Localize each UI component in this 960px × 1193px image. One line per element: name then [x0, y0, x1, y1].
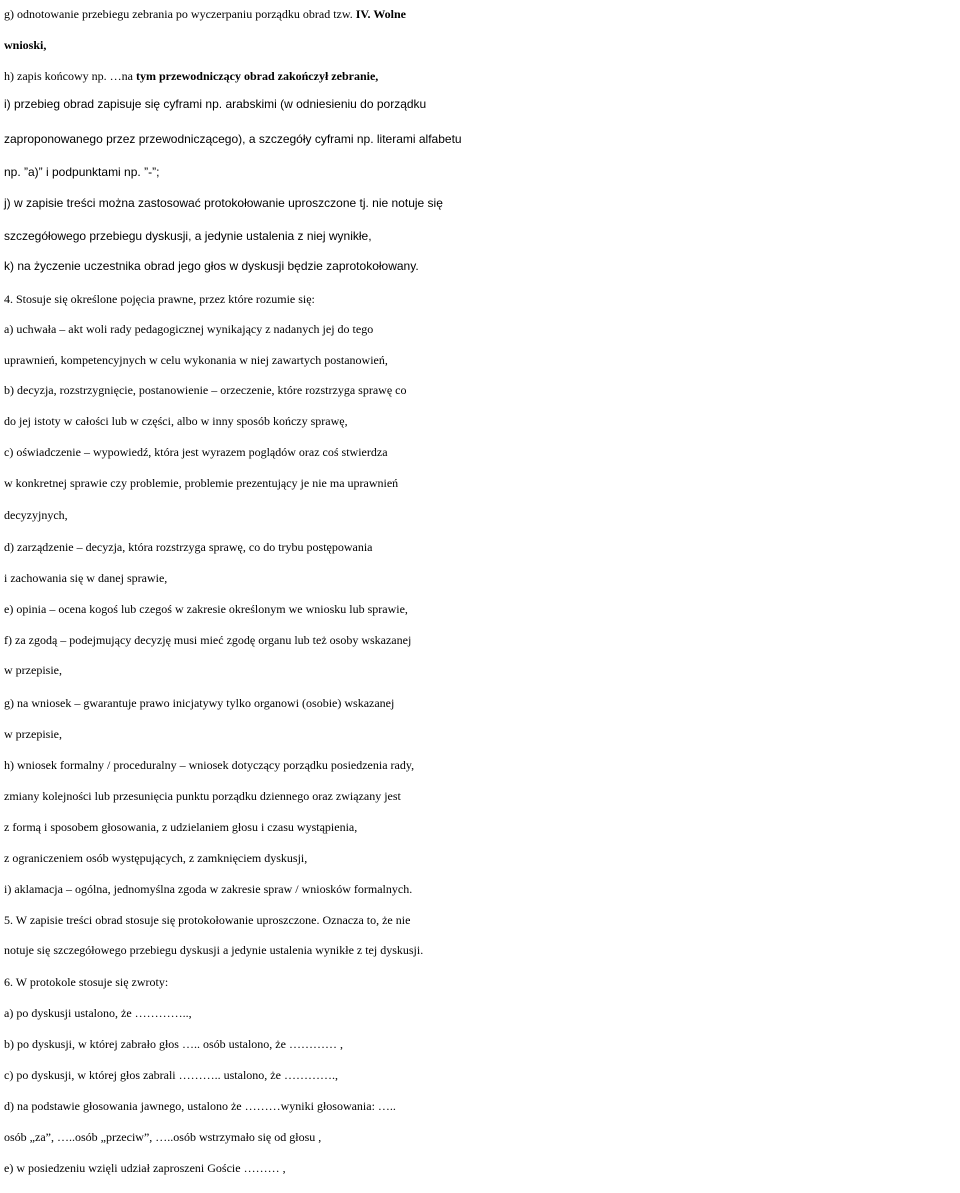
text-run: w przepisie, [4, 727, 62, 741]
text-line [4, 468, 960, 498]
text-line [4, 532, 960, 562]
text-line [4, 874, 960, 904]
text-run: b) po dyskusji, w której zabrało głos ….. osób ustalono, że ………… , [4, 1037, 343, 1051]
text-run: d) zarządzenie – decyzja, która rozstrzyga sprawę, co do trybu postępowania [4, 540, 373, 554]
text-line [4, 157, 960, 187]
bold-text-run: IV. Wolne [355, 7, 406, 21]
text-run: uprawnień, kompetencyjnych w celu wykonania w niej zawartych postanowień, [4, 353, 388, 367]
text-line [4, 284, 960, 314]
text-run: f) za zgodą – podejmujący decyzję musi mieć zgodę organu lub też osoby wskazanej [4, 633, 412, 647]
text-run: i zachowania się w danej sprawie, [4, 571, 168, 585]
text-run: 4. Stosuje się określone pojęcia prawne, przez które rozumie się: [4, 292, 315, 306]
text-line [4, 188, 960, 218]
text-run: w przepisie, [4, 663, 62, 677]
text-run: a) uchwała – akt woli rady pedagogicznej wynikający z nadanych jej do tego [4, 322, 374, 336]
text-line [4, 124, 960, 154]
text-run: c) po dyskusji, w której głos zabrali ……….. ustalono, że …………., [4, 1068, 338, 1082]
text-line [4, 406, 960, 436]
text-line [4, 61, 960, 91]
text-line [4, 563, 960, 593]
text-run: e) opinia – ocena kogoś lub czegoś w zakresie określonym we wniosku lub sprawie, [4, 602, 408, 616]
text-line [4, 1122, 960, 1152]
text-run: 5. W zapisie treści obrad stosuje się protokołowanie uproszczone. Oznacza to, że nie [4, 913, 411, 927]
text-run: i) aklamacja – ogólna, jednomyślna zgoda w zakresie spraw / wniosków formalnych. [4, 882, 413, 896]
text-run: w konkretnej sprawie czy problemie, problemie prezentujący je nie ma uprawnień [4, 476, 399, 490]
text-run: h) zapis końcowy np. …na [4, 69, 136, 83]
text-line [4, 1060, 960, 1090]
text-run: zmiany kolejności lub przesunięcia punktu porządku dziennego oraz związany jest [4, 789, 401, 803]
text-line [4, 221, 960, 251]
text-line [4, 1091, 960, 1121]
text-line [4, 998, 960, 1028]
text-line [4, 594, 960, 624]
text-run: decyzyjnych, [4, 508, 68, 522]
text-run: osób „za”, …..osób „przeciw”, …..osób wstrzymało się od głosu , [4, 1130, 322, 1144]
text-run: do jej istoty w całości lub w części, albo w inny sposób kończy sprawę, [4, 414, 348, 428]
text-line [4, 688, 960, 718]
text-line [4, 967, 960, 997]
text-line [4, 750, 960, 780]
text-line [4, 905, 960, 935]
text-line [4, 781, 960, 811]
text-run: j) w zapisie treści można zastosować protokołowanie uproszczone tj. nie notuje się [4, 196, 443, 210]
text-line [4, 251, 960, 281]
text-line [4, 500, 960, 530]
text-line [4, 30, 960, 60]
text-line [4, 843, 960, 873]
text-line [4, 314, 960, 344]
text-line [4, 375, 960, 405]
text-line [4, 345, 960, 375]
text-run: k) na życzenie uczestnika obrad jego głos w dyskusji będzie zaprotokołowany. [4, 259, 419, 273]
text-run: e) w posiedzeniu wzięli udział zaproszeni Goście ……… , [4, 1161, 286, 1175]
bold-text-run: tym przewodniczący obrad zakończył zebranie, [135, 69, 379, 83]
text-run: z ograniczeniem osób występujących, z zamknięciem dyskusji, [4, 851, 308, 865]
text-run: h) wniosek formalny / proceduralny – wniosek dotyczący porządku posiedzenia rady, [4, 758, 415, 772]
text-run: g) odnotowanie przebiegu zebrania po wyczerpaniu porządku obrad tzw. [4, 7, 356, 21]
text-line [4, 1153, 960, 1183]
text-line [4, 437, 960, 467]
text-run: 6. W protokole stosuje się zwroty: [4, 975, 169, 989]
bold-text-run: wnioski, [4, 38, 47, 52]
text-run: b) decyzja, rozstrzygnięcie, postanowienie – orzeczenie, które rozstrzyga sprawę co [4, 383, 407, 397]
text-run: a) po dyskusji ustalono, że ………….., [4, 1006, 192, 1020]
text-run: z formą i sposobem głosowania, z udzielaniem głosu i czasu wystąpienia, [4, 820, 358, 834]
text-line [4, 719, 960, 749]
text-line [4, 625, 960, 655]
text-line [4, 1029, 960, 1059]
text-run: d) na podstawie głosowania jawnego, ustalono że ………wyniki głosowania: ….. [4, 1099, 396, 1113]
text-line [4, 89, 960, 119]
text-line [4, 655, 960, 685]
text-run: zaproponowanego przez przewodniczącego), a szczegóły cyframi np. literami alfabetu [4, 132, 462, 146]
text-run: np. ”a)” i podpunktami np. ”-”; [4, 165, 160, 179]
text-run: notuje się szczegółowego przebiegu dyskusji a jedynie ustalenia wynikłe z tej dyskusji. [4, 943, 424, 957]
text-line [4, 0, 960, 29]
text-run: g) na wniosek – gwarantuje prawo inicjatywy tylko organowi (osobie) wskazanej [4, 696, 395, 710]
text-run: c) oświadczenie – wypowiedź, która jest wyrazem poglądów oraz coś stwierdza [4, 445, 388, 459]
text-line [4, 812, 960, 842]
text-run: szczegółowego przebiegu dyskusji, a jedynie ustalenia z niej wynikłe, [4, 229, 372, 243]
text-run: i) przebieg obrad zapisuje się cyframi np. arabskimi (w odniesieniu do porządku [4, 97, 427, 111]
text-line [4, 935, 960, 965]
